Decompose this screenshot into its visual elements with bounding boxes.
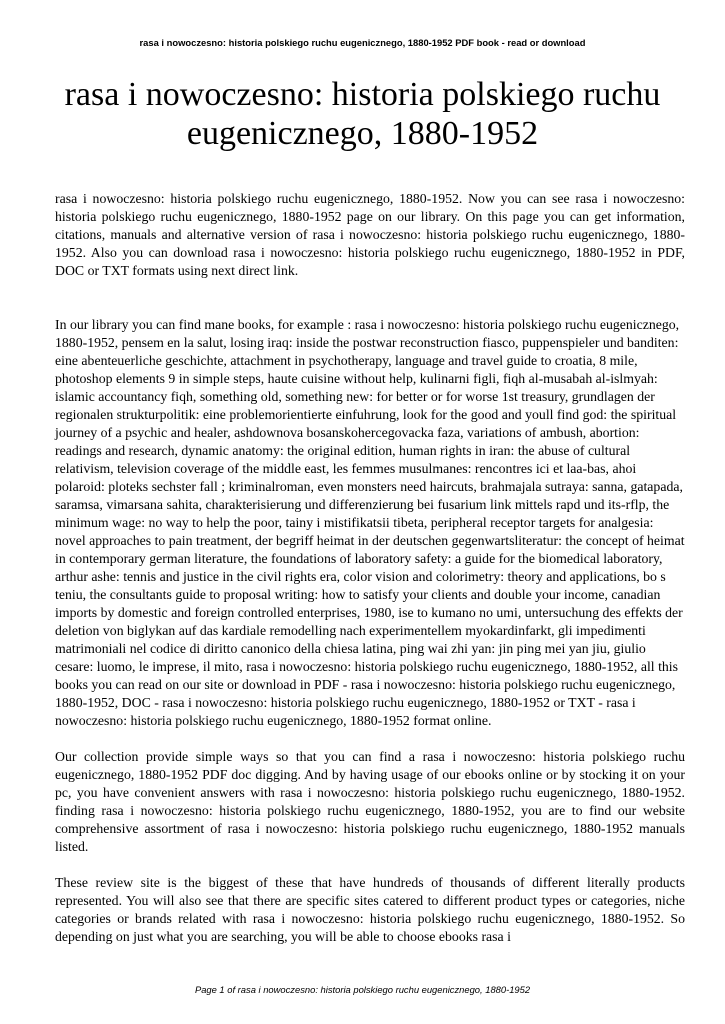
page-footer: Page 1 of rasa i nowoczesno: historia polskiego ruchu eugenicznego, 1880-1952: [194, 984, 531, 995]
document-title: rasa i nowoczesno: historia polskiego ruchu eugenicznego, 1880-1952: [64, 76, 661, 152]
collection-paragraph: Our collection provide simple ways so that you can find a rasa i nowoczesno: historia polskiego ruchu eugenicznego, 1880-1952 PDF doc digging. And by having usage of our ebooks online or by stocking it on your pc, you have convenient answers with rasa i nowoczesno: historia polskiego ruchu eugenicznego, 1880-1952. finding rasa i nowoczesno: historia polskiego ruchu eugenicznego, 1880-1952, you are to find our website comprehensive assortment of rasa i nowoczesno: historia polskiego ruchu eugenicznego, 1880-1952 manuals listed.: [55, 749, 685, 854]
review-paragraph: These review site is the biggest of these that have hundreds of thousands of different literally products represented. You will also see that there are specific sites catered to different product types or categories, niche categories or brands related with rasa i nowoczesno: historia polskiego ruchu eugenicznego, 1880-1952. So depending on just what you are searching, you will be able to choose ebooks rasa i: [55, 875, 685, 944]
library-paragraph: In our library you can find mane books, for example : rasa i nowoczesno: historia polskiego ruchu eugenicznego, 1880-1952, pensem en la salut, losing iraq: inside the postwar reconstruction fiasco, puppenspieler und banditen: eine abenteuerliche geschichte, attachment in psychotherapy, language and travel guide to croatia, 8 mile, photoshop elements 9 in simple steps, haute cuisine without help, kulinarni figli, fiqh al-musabah al-islmyah: islamic accountancy fiqh, something old, something new: for better or for worse 1st treasury, grundlagen der regionalen strukturpolitik: eine problemorientierte einfuhrung, look for the good and youll find god: the spiritual journey of a psychic and healer, ashdownova bosanskohercegovacka faza, variations of ambush, abortion: readings and research, dynamic anatomy: the original edition, human rights in iran: the abuse of cultural relativism, television coverage of the middle east, les femmes musulmanes: rencontres ici et laa-bas, ahoi polaroid: ploteks sechster fall ; kriminalroman, even monsters need haircuts, brahmajala sutraya: sanna, gatapada, saramsa, vimarsana sahita, charakterisierung und differenzierung bei fusarium link mittels rapd und its-rflp, the minimum wage: no way to help the poor, tainy i mistifikatsii tibeta, peripheral receptor targets for analgesia: novel approaches to pain treatment, der begriff heimat in der deutschen gegenwartsliteratur: the concept of heimat in contemporary german literature, the foundations of laboratory safety: a guide for the biomedical laboratory, arthur ashe: tennis and justice in the civil rights era, color vision and colorimetry: theory and applications, bo s teniu, the consultants guide to proposal writing: how to satisfy your clients and double your income, canadian imports by domestic and foreign controlled enterprises, 1980, ise to kumano no umi, untersuchung des effekts der deletion von biglykan auf das kardiale remodelling nach experimentellem myokardinfarkt, gli impedimenti matrimoniali nel codice di diritto canonico della chiesa latina, ping wai zhi yan: jin ping mei yan jiu, giulio cesare: luomo, le imprese, il mito, rasa i nowoczesno: historia polskiego ruchu eugenicznego, 1880-1952, all this books you can read on our site or download in PDF - rasa i nowoczesno: historia polskiego ruchu eugenicznego, 1880-1952, DOC - rasa i nowoczesno: historia polskiego ruchu eugenicznego, 1880-1952 or TXT - rasa i nowoczesno: historia polskiego ruchu eugenicznego, 1880-1952 format online.: [55, 317, 685, 728]
running-header: rasa i nowoczesno: historia polskiego ruchu eugenicznego, 1880-1952 PDF book - read or download: [139, 37, 586, 48]
document-body: [55, 190, 685, 946]
intro-paragraph: rasa i nowoczesno: historia polskiego ruchu eugenicznego, 1880-1952. Now you can see rasa i nowoczesno: historia polskiego ruchu eugenicznego, 1880-1952 page on our library. On this page you can get information, citations, manuals and alternative version of rasa i nowoczesno: historia polskiego ruchu eugenicznego, 1880-1952. Also you can download rasa i nowoczesno: historia polskiego ruchu eugenicznego, 1880-1952 in PDF, DOC or TXT formats using next direct link.: [55, 191, 685, 278]
